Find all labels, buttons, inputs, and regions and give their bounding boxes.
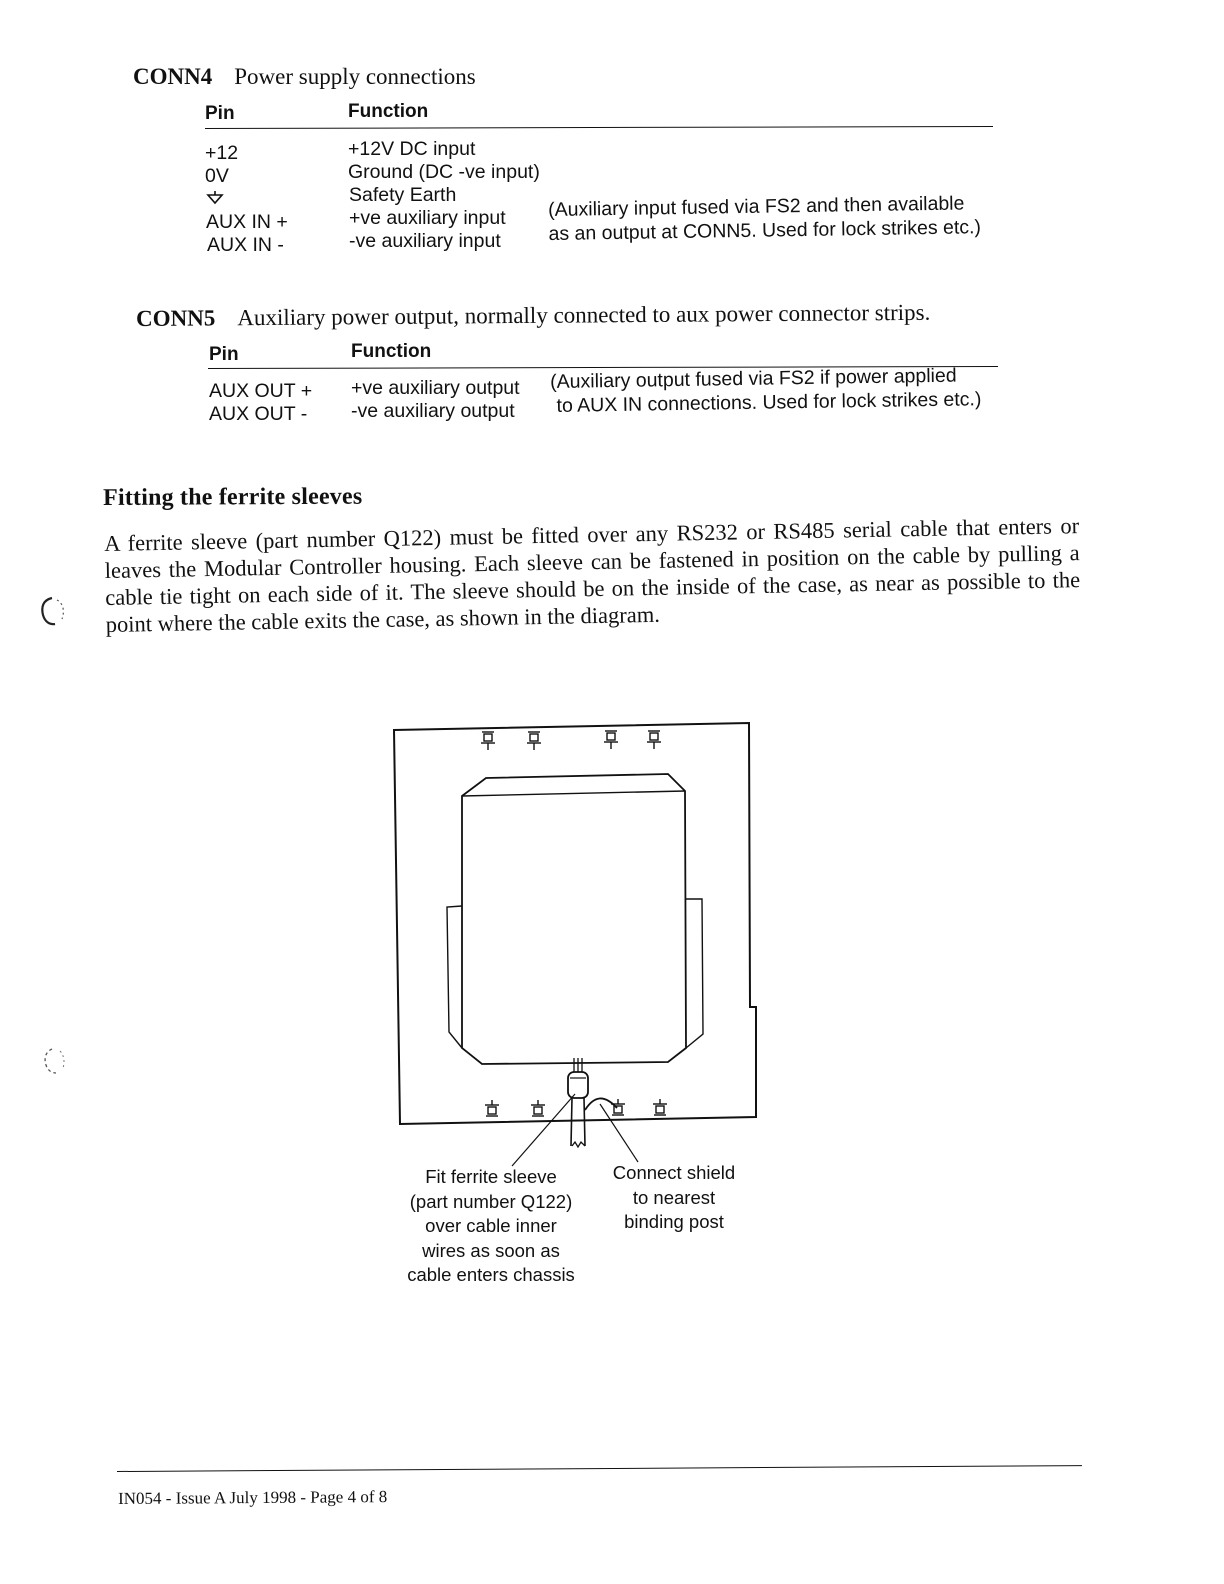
ferrite-paragraph: A ferrite sleeve (part number Q122) must be fitted over any RS232 or RS485 serial cable that enters or leaves the Modular Controller housing. Each sleeve can be fastened in position on the cable by pulling a cable tie tight on each side of it. The sleeve should be on the inside of the case, as near as possible to the point where the cable exits the case, as shown in the diagram. [104,513,1081,637]
right-rail [685,899,703,1048]
caption-ferrite [398,1165,584,1288]
caption-ferrite-line-3: over cable inner [425,1215,557,1236]
safety-earth-icon [206,191,224,205]
conn5-note-line-1: (Auxiliary output fused via FS2 if power applied [550,364,957,393]
ferrite-diagram [388,716,763,1176]
caption-shield-line-2: to nearest [632,1186,716,1208]
section-title: Fitting the ferrite sleeves [103,483,363,511]
caption-shield-line-3: binding post [624,1211,724,1232]
caption-ferrite-line-5: cable enters chassis [407,1264,575,1285]
conn5-pin-2: AUX OUT - [209,403,308,425]
conn4-function-3: Safety Earth [349,184,457,206]
conn4-label: CONN4 [133,64,213,89]
punch-hole-icon [38,595,68,629]
conn4-note-line-1: (Auxiliary input fused via FS2 and then available [548,192,965,221]
conn4-header-function: Function [348,101,429,122]
conn4-heading [133,64,476,90]
conn5-note-line-2: to AUX IN connections. Used for lock strikes etc.) [556,388,982,417]
shield-wire [585,1098,617,1110]
caption-ferrite-line-2: (part number Q122) [409,1190,573,1212]
footer-rule [117,1465,1082,1472]
conn4-function-1: +12V DC input [348,138,476,160]
conn5-header-pin: Pin [209,344,239,365]
caption-shield-line-1: Connect shield [612,1162,736,1183]
binding-post-bottom [485,1099,667,1116]
ferrite-sleeve-icon [568,1072,588,1098]
conn4-header-pin: Pin [205,103,235,124]
left-rail [447,906,462,1048]
caption-shield [600,1161,748,1235]
conn5-note [550,363,982,418]
conn4-note-line-2: as an output at CONN5. Used for lock strikes etc.) [548,216,982,245]
conn5-function-1: +ve auxiliary output [351,377,520,399]
binding-post-top [481,731,661,750]
controller-module [462,774,686,1064]
conn4-function-4: +ve auxiliary input [349,207,506,229]
conn4-function-2: Ground (DC -ve input) [348,161,540,183]
footer-text: IN054 - Issue A July 1998 - Page 4 of 8 [118,1487,388,1508]
caption-ferrite-line-1: Fit ferrite sleeve [425,1166,557,1187]
cable-wires [574,1058,582,1072]
punch-hole-icon-2 [40,1045,70,1079]
conn5-pin-1: AUX OUT + [209,380,313,402]
conn4-pin-1: +12 [205,142,239,164]
conn4-pin-2: 0V [205,165,229,187]
serial-cable [571,1098,585,1146]
conn4-function-5: -ve auxiliary input [349,230,501,252]
conn5-function-2: -ve auxiliary output [351,400,515,422]
conn4-pin-4: AUX IN + [206,211,288,233]
conn5-header-function: Function [351,341,432,362]
conn4-header-rule [205,126,993,129]
conn5-label: CONN5 [136,305,216,331]
conn4-description: Power supply connections [234,64,476,89]
conn4-pin-5: AUX IN - [207,234,284,256]
caption-ferrite-line-4: wires as soon as [422,1239,560,1261]
conn5-heading [136,300,930,332]
conn4-note [548,191,981,246]
conn5-description: Auxiliary power output, normally connected to aux power connector strips. [237,299,931,331]
